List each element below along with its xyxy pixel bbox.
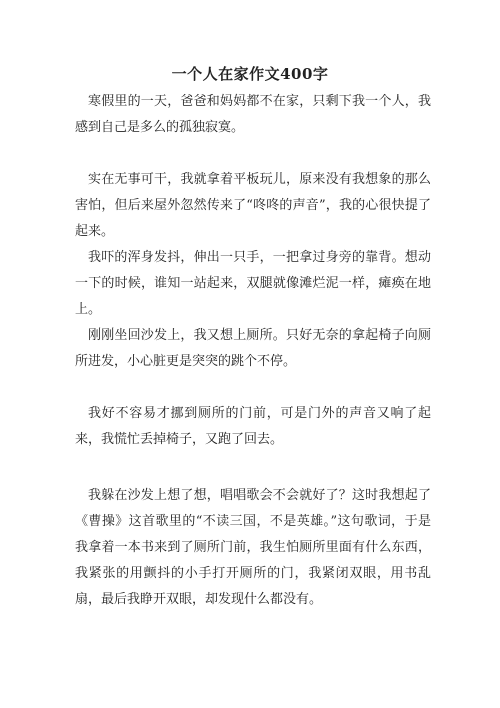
document-title: 一个人在家作文400字 <box>171 65 329 83</box>
paragraph-5: 我好不容易才挪到厕所的门前，可是门外的声音又响了起来，我慌忙丢掉椅子，又跑了回去。 <box>75 406 431 447</box>
paragraph-4: 刚刚坐回沙发上，我又想上厕所。只好无奈的拿起椅子向厕所进发，小心脏更是突突的跳个不停。 <box>75 328 431 369</box>
paragraph-1: 寒假里的一天，爸爸和妈妈都不在家，只剩下我一个人，我感到自己是多么的孤独寂寞。 <box>75 94 431 135</box>
paragraph-3: 我吓的浑身发抖，伸出一只手，一把拿过身旁的靠背。想动一下的时候，谁知一站起来，双腿就像滩烂泥一样，瘫痪在地上。 <box>75 250 431 317</box>
paragraph-6: 我躲在沙发上想了想，唱唱歌会不会就好了？这时我想起了《曹操》这首歌里的“不读三国，不是英雄。”这句歌词，于是我拿着一本书来到了厕所门前，我生怕厕所里面有什么东西，我紧张的用颤抖的小手打开厕所的门，我紧闭双眼，用书乱扇，最后我睁开双眼，却发现什么都没有。 <box>75 488 431 607</box>
paragraph-2: 实在无事可干，我就拿着平板玩儿，原来没有我想象的那么害怕，但后来屋外忽然传来了“咚咚的声音”，我的心很快提了起来。 <box>75 172 431 239</box>
